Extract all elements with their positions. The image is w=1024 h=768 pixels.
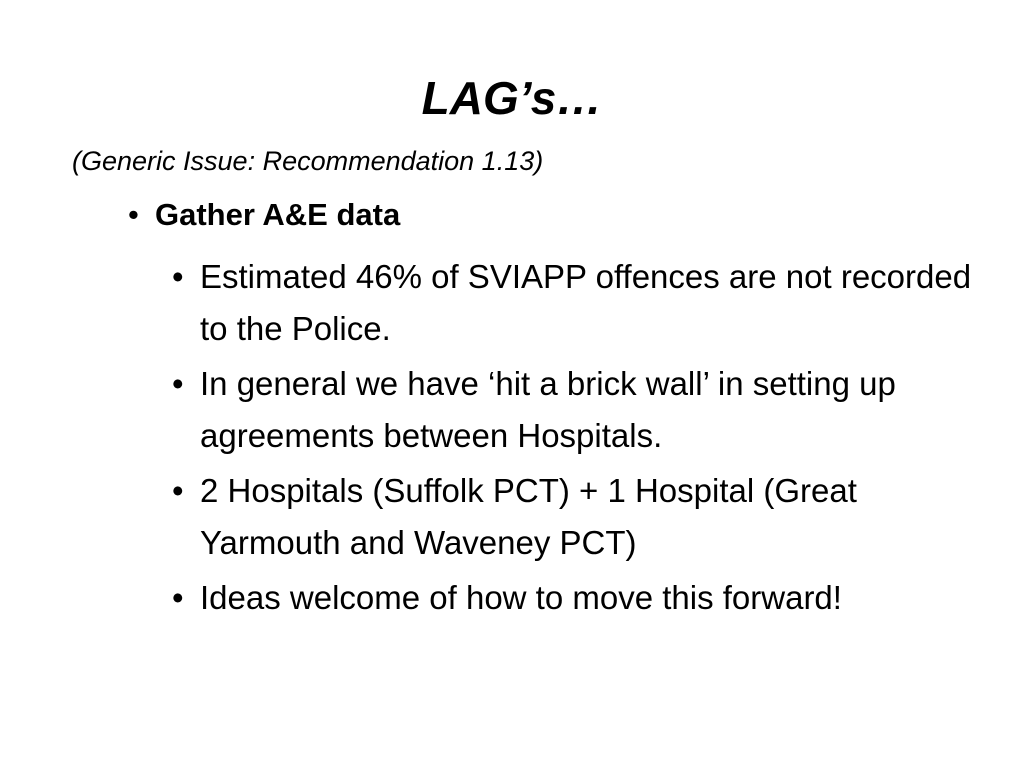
sub-bullet-item: [172, 251, 982, 355]
bullet-icon: •: [128, 197, 139, 232]
bullet-icon: •: [172, 365, 184, 402]
sub-bullet-list: [172, 251, 982, 627]
slide-title: LAG’s…: [421, 72, 603, 124]
slide-subtitle: (Generic Issue: Recommendation 1.13): [72, 146, 544, 176]
bullet-icon: •: [172, 472, 184, 509]
sub-bullet-item: [172, 358, 982, 462]
main-bullet-list: [128, 195, 400, 235]
sub-bullet-text: Ideas welcome of how to move this forward!: [200, 579, 842, 616]
sub-bullet-text: 2 Hospitals (Suffolk PCT) + 1 Hospital (Great Yarmouth and Waveney PCT): [200, 472, 857, 561]
main-bullet-text: Gather A&E data: [155, 197, 401, 232]
main-bullet-item: [128, 195, 400, 235]
sub-bullet-text: Estimated 46% of SVIAPP offences are not recorded to the Police.: [200, 258, 972, 347]
sub-bullet-item: [172, 465, 982, 569]
bullet-icon: •: [172, 579, 184, 616]
bullet-icon: •: [172, 258, 184, 295]
sub-bullet-item: [172, 572, 982, 624]
sub-bullet-text: In general we have ‘hit a brick wall’ in setting up agreements between Hospitals.: [200, 365, 896, 454]
